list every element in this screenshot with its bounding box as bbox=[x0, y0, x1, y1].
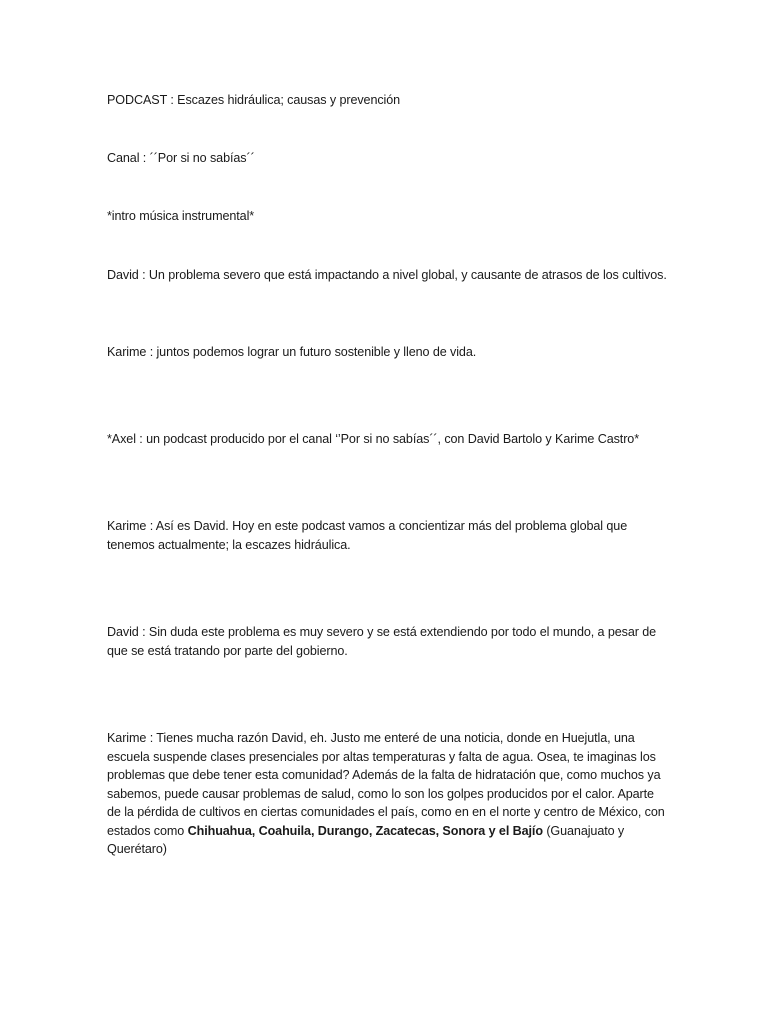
karime-3-tail: (Guanajuato y Querétaro) bbox=[107, 823, 625, 856]
podcast-title: PODCAST : Escazes hidráulica; causas y prevención bbox=[107, 93, 401, 107]
dialogue-david-2: David : Sin duda este problema es muy severo y se está extendiendo por todo el mundo, a pesar de que se está tratando por parte del gobierno. bbox=[107, 625, 657, 658]
channel-line: Canal : ´´Por si no sabías´´ bbox=[107, 151, 255, 165]
dialogue-karime-2: Karime : Así es David. Hoy en este podcast vamos a concientizar más del problema global que tenemos actualmente; la escazes hidráulica. bbox=[107, 519, 628, 552]
karime-3-text: Karime : Tienes mucha razón David, eh. Justo me enteré de una noticia, donde en Huejutla, una escuela suspende clases presenciales por altas temperaturas y falta de agua. Osea, te imaginas los problemas que debe tener esta comunidad? Además de la falta de hidratación que, como muchos ya sabemos, puede causar problemas de salud, como lo son los golpes producidos por el calor. Aparte de la pérdida de cultivos en ciertas comunidades el país, como en en el norte y centro de México, con estados como bbox=[107, 731, 665, 838]
karime-3-bold-states: Chihuahua, Coahuila, Durango, Zacatecas, Sonora y el Bajío bbox=[187, 823, 543, 838]
dialogue-axel: *Axel : un podcast producido por el canal ‘’Por si no sabías´´, con David Bartolo y Karime Castro* bbox=[107, 432, 639, 446]
intro-note: *intro música instrumental* bbox=[107, 209, 255, 223]
dialogue-karime-1: Karime : juntos podemos lograr un futuro sostenible y lleno de vida. bbox=[107, 345, 477, 359]
dialogue-david-1: David : Un problema severo que está impactando a nivel global, y causante de atrasos de los cultivos. bbox=[107, 268, 667, 282]
dialogue-karime-3 bbox=[107, 729, 667, 859]
